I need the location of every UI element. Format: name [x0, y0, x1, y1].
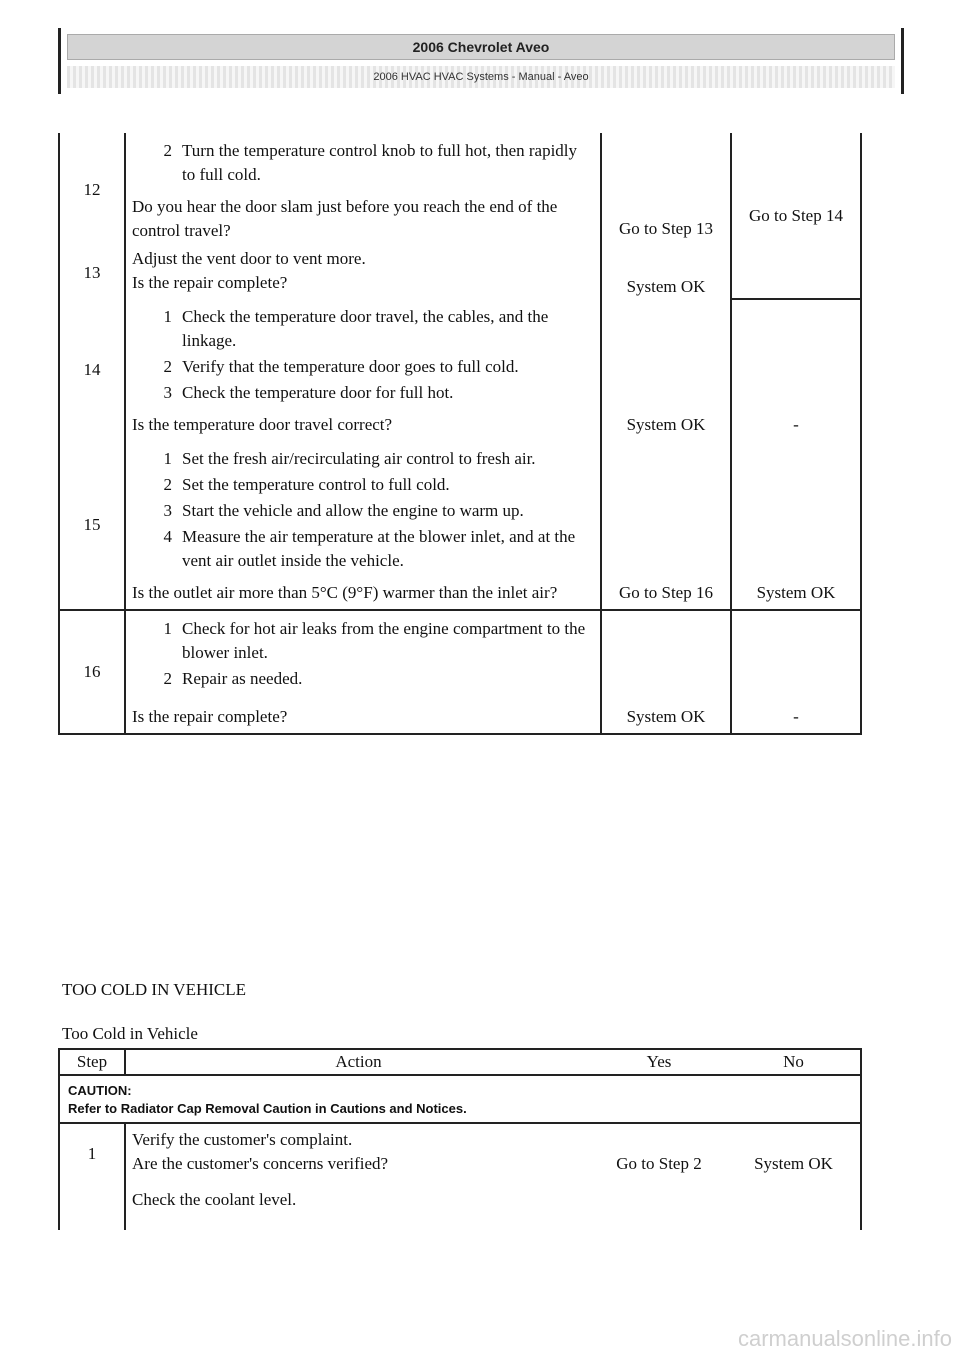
yes-cell: Go to Step 13 — [601, 133, 731, 247]
header-no: No — [727, 1049, 861, 1075]
page-subtitle: 2006 HVAC HVAC Systems - Manual - Aveo — [67, 66, 895, 88]
list-number: 2 — [163, 357, 172, 376]
list-item — [132, 499, 594, 523]
list-text: Repair as needed. — [182, 669, 303, 688]
list-number: 1 — [163, 619, 172, 638]
watermark: carmanualsonline.info — [737, 1326, 952, 1351]
page-header — [58, 28, 904, 94]
list-number: 3 — [163, 501, 172, 520]
list-number: 4 — [163, 527, 172, 546]
section-heading: TOO COLD IN VEHICLE — [62, 980, 246, 999]
step-number: 16 — [59, 610, 125, 734]
list-number: 3 — [163, 383, 172, 402]
table-title: Too Cold in Vehicle — [62, 1024, 198, 1043]
action-cell — [125, 247, 601, 299]
caution-cell — [59, 1075, 861, 1123]
yes-cell: System OK — [601, 299, 731, 441]
list-number: 1 — [163, 307, 172, 326]
step-number: 14 — [59, 299, 125, 441]
action-cell — [125, 1123, 591, 1230]
list-item — [132, 305, 594, 353]
list-item — [132, 447, 594, 471]
list-text: Measure the air temperature at the blower inlet, and at the vent air outlet inside the vehicle. — [182, 527, 576, 570]
list-number: 2 — [163, 475, 172, 494]
action-cell — [125, 610, 601, 734]
list-item — [132, 617, 594, 665]
list-text: Check the temperature door for full hot. — [182, 383, 454, 402]
table-row — [59, 299, 861, 441]
list-text: Turn the temperature control knob to full hot, then rapidly to full cold. — [182, 141, 578, 184]
diagnostic-table-1 — [58, 133, 862, 735]
list-item — [132, 381, 594, 405]
list-item — [132, 473, 594, 497]
step-number: 1 — [59, 1123, 125, 1230]
list-text: Set the fresh air/recirculating air control to fresh air. — [182, 449, 536, 468]
caution-label: CAUTION: — [68, 1083, 132, 1098]
no-cell: System OK — [727, 1123, 861, 1230]
no-cell: System OK — [731, 441, 861, 610]
list-text: Set the temperature control to full cold. — [182, 475, 450, 494]
question-text: Is the repair complete? — [132, 273, 288, 292]
caution-row — [59, 1075, 861, 1123]
no-cell: - — [731, 299, 861, 441]
action-cell — [125, 299, 601, 441]
table-row — [59, 133, 861, 247]
step-number: 15 — [59, 441, 125, 610]
question-text: Do you hear the door slam just before you reach the end of the control travel? — [132, 197, 558, 240]
header-step: Step — [59, 1049, 125, 1075]
step-number: 13 — [59, 247, 125, 299]
action-text: Verify the customer's complaint. — [132, 1130, 353, 1149]
action-cell — [125, 441, 601, 610]
yes-cell: System OK — [601, 610, 731, 734]
question-text: Is the repair complete? — [132, 707, 288, 726]
list-text: Check for hot air leaks from the engine compartment to the blower inlet. — [182, 619, 586, 662]
table-row — [59, 441, 861, 610]
caution-text: Refer to Radiator Cap Removal Caution in Cautions and Notices. — [68, 1101, 467, 1116]
page-title: 2006 Chevrolet Aveo — [67, 34, 895, 60]
table-row — [59, 1123, 861, 1230]
list-number: 1 — [163, 449, 172, 468]
question-text: Are the customer's concerns verified? — [132, 1154, 389, 1173]
table-row — [59, 610, 861, 734]
list-item — [132, 667, 594, 691]
list-text: Check the temperature door travel, the cables, and the linkage. — [182, 307, 549, 350]
list-text: Verify that the temperature door goes to full cold. — [182, 357, 519, 376]
yes-cell: System OK — [601, 247, 731, 299]
header-action: Action — [125, 1049, 591, 1075]
question-text: Is the outlet air more than 5°C (9°F) warmer than the inlet air? — [132, 583, 558, 602]
list-item — [132, 355, 594, 379]
list-item — [132, 525, 594, 573]
list-number: 2 — [163, 141, 172, 160]
action-text: Adjust the vent door to vent more. — [132, 249, 366, 268]
yes-cell: Go to Step 16 — [601, 441, 731, 610]
action-text: Check the coolant level. — [132, 1190, 297, 1209]
question-text: Is the temperature door travel correct? — [132, 415, 393, 434]
list-number: 2 — [163, 669, 172, 688]
step-number: 12 — [59, 133, 125, 247]
diagnostic-table-2 — [58, 1048, 862, 1230]
table-header-row — [59, 1049, 861, 1075]
list-text: Start the vehicle and allow the engine to warm up. — [182, 501, 524, 520]
action-cell — [125, 133, 601, 247]
header-yes: Yes — [591, 1049, 727, 1075]
yes-cell: Go to Step 2 — [591, 1123, 727, 1230]
no-cell: - — [731, 610, 861, 734]
list-item — [132, 139, 594, 187]
no-cell: Go to Step 14 — [731, 133, 861, 299]
